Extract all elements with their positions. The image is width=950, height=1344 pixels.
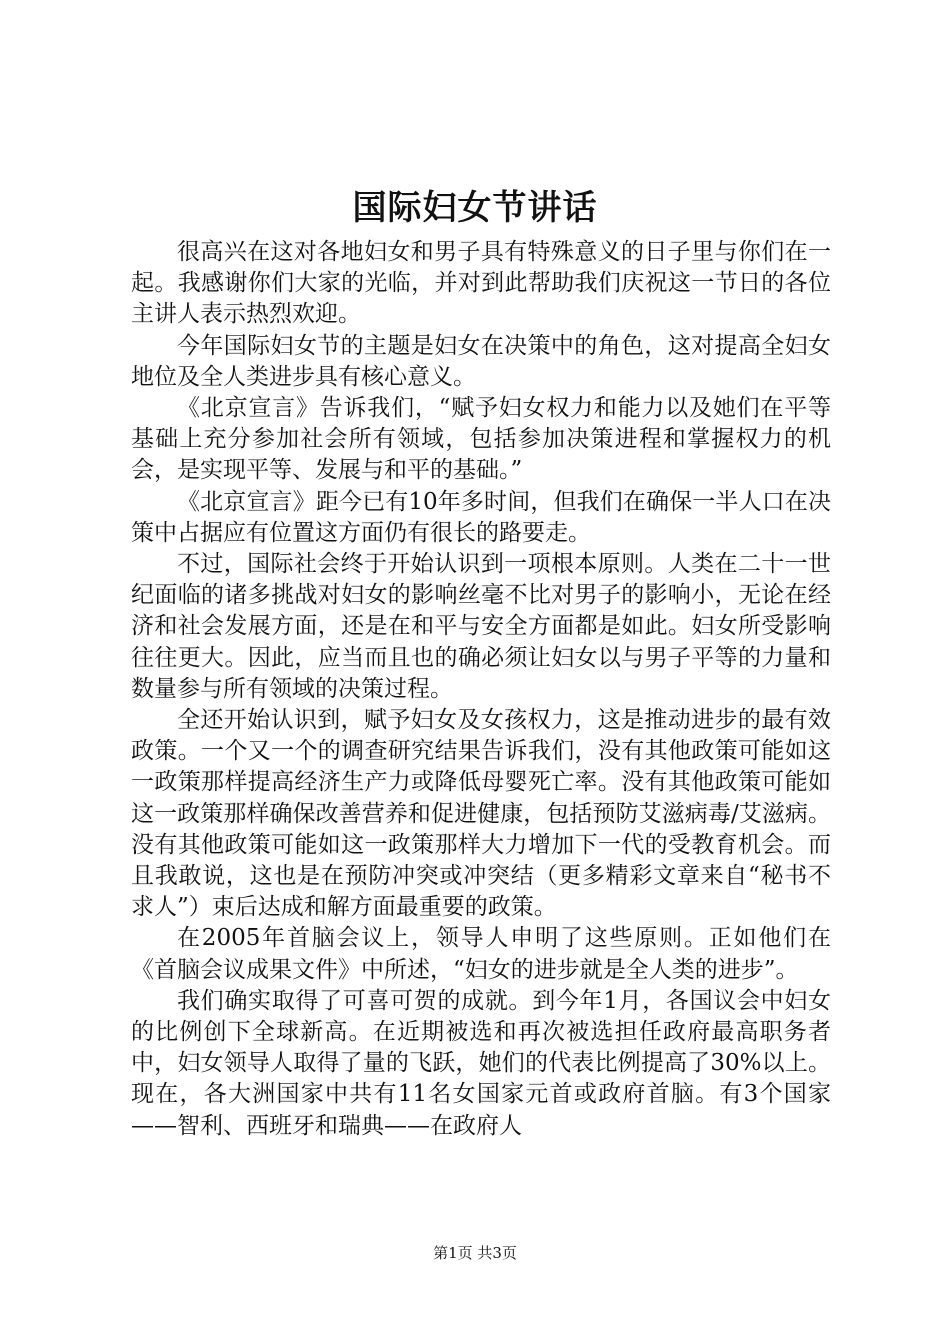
paragraph: 今年国际妇女节的主题是妇女在决策中的角色，这对提高全妇女地位及全人类进步具有核心意义。: [131, 332, 831, 390]
document-body: [131, 237, 831, 1142]
paragraph: 很高兴在这对各地妇女和男子具有特殊意义的日子里与你们在一起。我感谢你们大家的光临，并对到此帮助我们庆祝这一节日的各位主讲人表示热烈欢迎。: [131, 239, 831, 328]
document-title: 国际妇女节讲话: [352, 188, 598, 228]
paragraph: 不过，国际社会终于开始认识到一项根本原则。人类在二十一世纪面临的诸多挑战对妇女的影响丝毫不比对男子的影响小，无论在经济和社会发展方面，还是在和平与安全方面都是如此。妇女所受影响往往更大。因此，应当而且也的确必须让妇女以与男子平等的力量和数量参与所有领域的决策过程。: [131, 551, 831, 702]
paragraph: 在2005年首脑会议上，领导人申明了这些原则。正如他们在《首脑会议成果文件》中所述，“妇女的进步就是全人类的进步”。: [131, 925, 831, 983]
page-number-footer: 第1页 共3页: [433, 1244, 517, 1262]
paragraph: 《北京宣言》告诉我们，“赋予妇女权力和能力以及她们在平等基础上充分参加社会所有领域，包括参加决策进程和掌握权力的机会，是实现平等、发展与和平的基础。”: [131, 395, 831, 484]
paragraph: 《北京宣言》距今已有10年多时间，但我们在确保一半人口在决策中占据应有位置这方面仍有很长的路要走。: [131, 488, 831, 546]
paragraph: 我们确实取得了可喜可贺的成就。到今年1月，各国议会中妇女的比例创下全球新高。在近期被选和再次被选担任政府最高职务者中，妇女领导人取得了量的飞跃，她们的代表比例提高了30%以上。现在，各大洲国家中共有11名女国家元首或政府首脑。有3个国家——智利、西班牙和瑞典——在政府人: [131, 987, 831, 1139]
paragraph: 全还开始认识到，赋予妇女及女孩权力，这是推动进步的最有效政策。一个又一个的调查研究结果告诉我们，没有其他政策可能如这一政策那样提高经济生产力或降低母婴死亡率。没有其他政策可能如这一政策那样确保改善营养和促进健康，包括预防艾滋病毒/艾滋病。没有其他政策可能如这一政策那样大力增加下一代的受教育机会。而且我敢说，这也是在预防冲突或冲突结（更多精彩文章来自“秘书不求人”）束后达成和解方面最重要的政策。: [131, 707, 831, 921]
